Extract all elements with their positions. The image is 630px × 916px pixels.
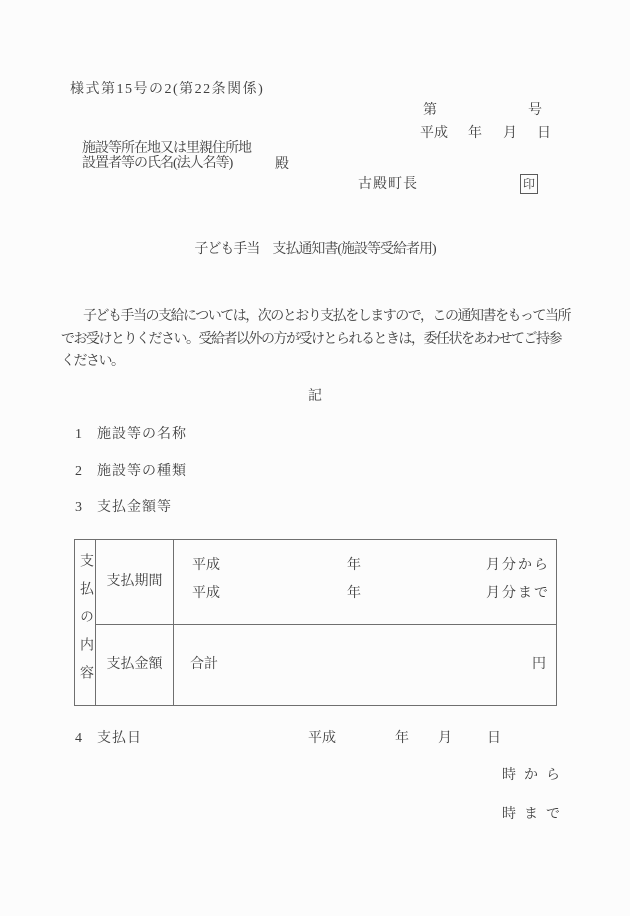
payday-day-label: 日 [487,731,501,746]
period-from-year-label: 年 [347,558,361,573]
addressee-line-1: 施設等所在地又は里親住所地 [82,141,251,156]
payday-year-label: 年 [395,731,409,746]
form-number: 様式第15号の2(第22条関係) [70,82,265,97]
body-paragraph [61,306,576,374]
body-line: でお受けとりください。受給者以外の方が受けとられるときは，委任状をあわせてご持参 [61,331,561,347]
item-3-number: 3 [75,500,82,515]
payment-amount-label: 支払金額 [106,657,163,672]
period-to-suffix: 月分まで [486,586,550,601]
amount-total-label: 合計 [190,657,218,672]
item-4-label: 支払日 [97,731,142,746]
ki-marker: 記 [308,389,322,404]
body-line: ください。 [61,354,124,370]
date-era-label: 平成 [420,126,448,141]
date-month-label: 月 [503,126,517,141]
amount-yen-label: 円 [532,657,546,672]
time-from-label: 時から [502,768,568,783]
table-vertical-divider-2 [173,539,174,706]
period-from-suffix: 月分から [486,558,550,573]
date-day-label: 日 [537,126,551,141]
body-line: 子ども手当の支給については，次のとおり支払をしますので，この通知書をもって当所 [83,309,570,324]
mayor-seal [520,174,538,194]
doc-number-suffix: 号 [528,103,542,118]
period-to-year-label: 年 [347,586,361,601]
payday-month-label: 月 [438,731,452,746]
payday-era-label: 平成 [308,731,336,746]
doc-number-prefix: 第 [423,103,437,118]
time-to-label: 時まで [502,807,568,822]
seal-character: 印 [522,177,535,191]
item-1-label: 施設等の名称 [97,427,187,442]
mayor-title: 古殿町長 [358,177,418,192]
table-side-header [74,539,96,706]
payment-period-label: 支払期間 [106,573,163,589]
item-1-number: 1 [75,427,82,442]
period-from-era: 平成 [192,558,220,573]
period-to-era: 平成 [192,586,220,601]
item-4-number: 4 [75,731,82,746]
addressee-line-2: 設置者等の氏名(法人名等) [82,156,233,171]
item-3-label: 支払金額等 [97,500,172,515]
addressee-honorific: 殿 [275,157,289,172]
item-2-label: 施設等の種類 [97,464,187,479]
date-year-label: 年 [468,126,482,141]
document-title: 子ども手当 支払通知書(施設等受給者用) [194,242,436,257]
item-2-number: 2 [75,464,82,479]
table-side-header-text: 支払の内容 [78,552,93,693]
